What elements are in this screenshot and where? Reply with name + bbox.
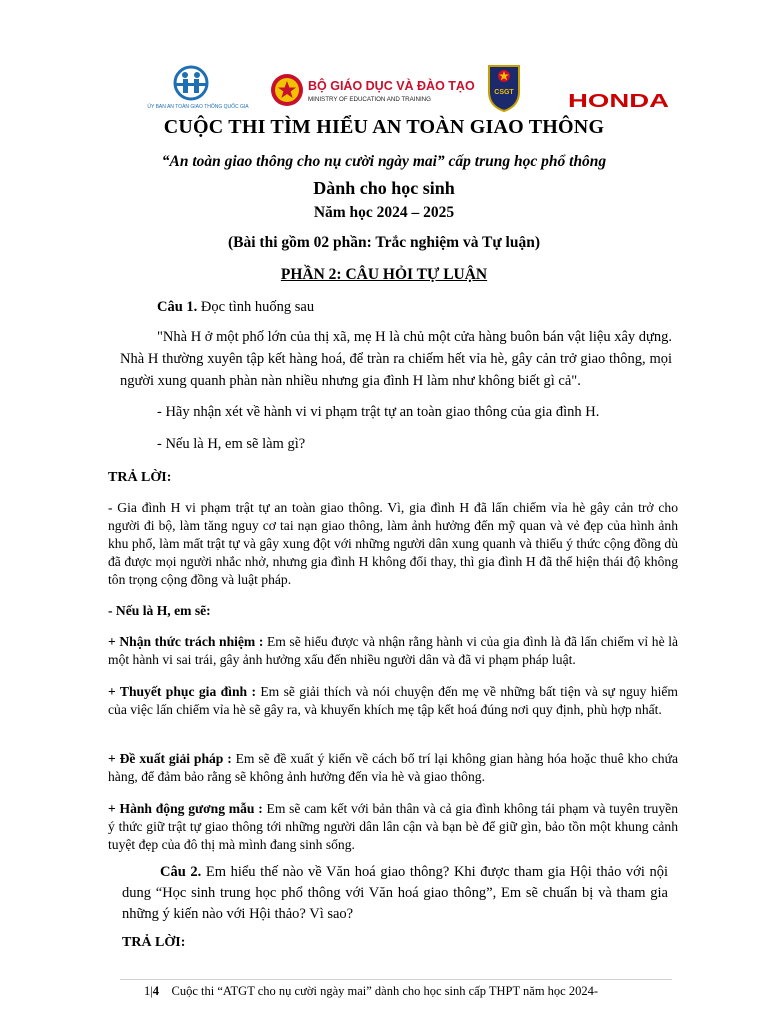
national-traffic-safety-committee-logo <box>133 66 263 110</box>
page-footer <box>144 984 664 999</box>
answer-item-text: Em sẽ đề xuất ý kiến về cách bố trí lại không gian hàng hóa hoặc thuê kho chứa hàng, để đảm bảo rằng sẽ không ảnh hưởng đến vỉa hè và giao thông. <box>108 751 678 784</box>
question-2-answer-heading: TRẢ LỜI: <box>122 935 186 950</box>
question-2 <box>122 862 668 925</box>
answer-item-role-model <box>108 800 678 854</box>
if-i-were-h-heading: - Nếu là H, em sẽ: <box>108 603 211 618</box>
exam-note: (Bài thi gồm 02 phần: Trắc nghiệm và Tự luận) <box>227 234 541 251</box>
svg-text:ỦY BAN AN TOÀN GIAO THÔNG QUỐC: ỦY BAN AN TOÀN GIAO THÔNG QUỐC GIA <box>147 104 249 110</box>
question-1-answer-paragraph: - Gia đình H vi phạm trật tự an toàn giao thông. Vì, gia đình H đã lấn chiếm vỉa hè gây cản trở cho người đi bộ, làm tăng nguy cơ tai nạn giao thông, làm ảnh hưởng đến mỹ quan và vẻ đẹp của hình ảnh khu phố, làm mất trật tự và gây xung đột với những người dân xung quanh và thiếu ý thức cộng đồng dù đã được mọi người nhắc nhở, nhưng gia đình H không đổi thay, thì gia đình H đã thể hiện thái độ không tôn trọng cộng đồng và luật pháp. <box>108 500 678 587</box>
answer-item-label: + Thuyết phục gia đình : <box>108 684 256 699</box>
question-2-label: Câu 2. <box>160 864 202 880</box>
question-1-situation: "Nhà H ở một phố lớn của thị xã, mẹ H là chủ một cửa hàng buôn bán vật liệu xây dựng. Nhà H thường xuyên tập kết hàng hoá, để tràn ra chiếm hết vỉa hè, gây cản trở giao thông, mọi người xung quanh phàn nàn nhiều nhưng gia đình H làm như không biết gì cả". <box>120 329 672 389</box>
part-title-text: PHẦN 2: CÂU HỎI TỰ LUẬN <box>280 266 488 283</box>
answer-item-propose-solution <box>108 750 678 786</box>
question-1-intro <box>157 297 314 318</box>
contest-title: CUỘC THI TÌM HIỂU AN TOÀN GIAO THÔNG <box>163 116 605 138</box>
page-number-separator: | <box>150 984 153 998</box>
footer-divider <box>120 979 672 980</box>
traffic-police-badge-logo <box>486 62 522 112</box>
audience-line: Dành cho học sinh <box>313 178 455 198</box>
question-1-task-2: - Nếu là H, em sẽ làm gì? <box>157 436 306 452</box>
answer-item-label: + Hành động gương mẫu : <box>108 801 263 816</box>
logo-row <box>0 62 768 114</box>
answer-item-text: Em sẽ hiểu được và nhận rằng hành vi của gia đình là đã lấn chiếm vỉ hè là một hành vi sai trái, gây ảnh hưởng xấu đến nhiều người dân và đã vi phạm pháp luật. <box>108 634 678 667</box>
school-year: Năm học 2024 – 2025 <box>313 204 455 221</box>
answer-item-text: Em sẽ cam kết với bản thân và cả gia đình không tái phạm và tuyên truyền ý thức giữ trật tự giao thông tới những người dân lân cận và bạn bè để giữ gìn, bảo tồn một khung cảnh tuyệt đẹp của đô thị mà mình đang sinh sống. <box>108 801 678 852</box>
honda-logo <box>568 90 670 110</box>
svg-text:CSGT: CSGT <box>494 89 514 96</box>
ministry-of-education-logo <box>270 68 475 112</box>
question-1-task-1: - Hãy nhận xét về hành vi vi phạm trật tự an toàn giao thông của gia đình H. <box>157 404 600 420</box>
answer-item-label: + Đề xuất giải pháp : <box>108 751 232 766</box>
question-2-text: Em hiểu thế nào về Văn hoá giao thông? Khi được tham gia Hội thảo với nội dung “Học sinh trung học phổ thông với Văn hoá giao thông”, Em sẽ chuẩn bị và tham gia những ý kiến nào với Hội thảo? Vì sao? <box>122 864 668 922</box>
answer-item-text: Em sẽ giải thích và nói chuyện đến mẹ về những bất tiện và sự nguy hiểm của việc lấn chiếm vỉa hè sẽ gây ra, và khuyến khích mẹ tập kết hoá đúng nơi quy định, phù hợp nhất. <box>108 684 679 717</box>
svg-text:BỘ GIÁO DỤC VÀ ĐÀO TẠO: BỘ GIÁO DỤC VÀ ĐÀO TẠO <box>308 79 475 93</box>
question-1-answer-heading: TRẢ LỜI: <box>108 470 172 485</box>
footer-text: Cuộc thi “ATGT cho nụ cười ngày mai” dành cho học sinh cấp THPT năm học 2024- <box>171 984 599 998</box>
svg-text:MINISTRY OF EDUCATION AND TRAI: MINISTRY OF EDUCATION AND TRAINING <box>308 96 431 103</box>
svg-text:HONDA: HONDA <box>568 91 669 111</box>
answer-item-awareness <box>108 633 678 669</box>
question-1-label: Câu 1. <box>157 299 198 315</box>
question-1-intro-text: Đọc tình huống sau <box>197 299 315 315</box>
page-number-total: 4 <box>152 984 160 998</box>
answer-item-label: + Nhận thức trách nhiệm : <box>108 634 264 649</box>
contest-subtitle: “An toàn giao thông cho nụ cười ngày mai” cấp trung học phổ thông <box>161 153 607 170</box>
answer-item-persuade-family <box>108 683 678 719</box>
page-number-current: 1 <box>144 984 151 998</box>
part-title <box>0 266 768 284</box>
